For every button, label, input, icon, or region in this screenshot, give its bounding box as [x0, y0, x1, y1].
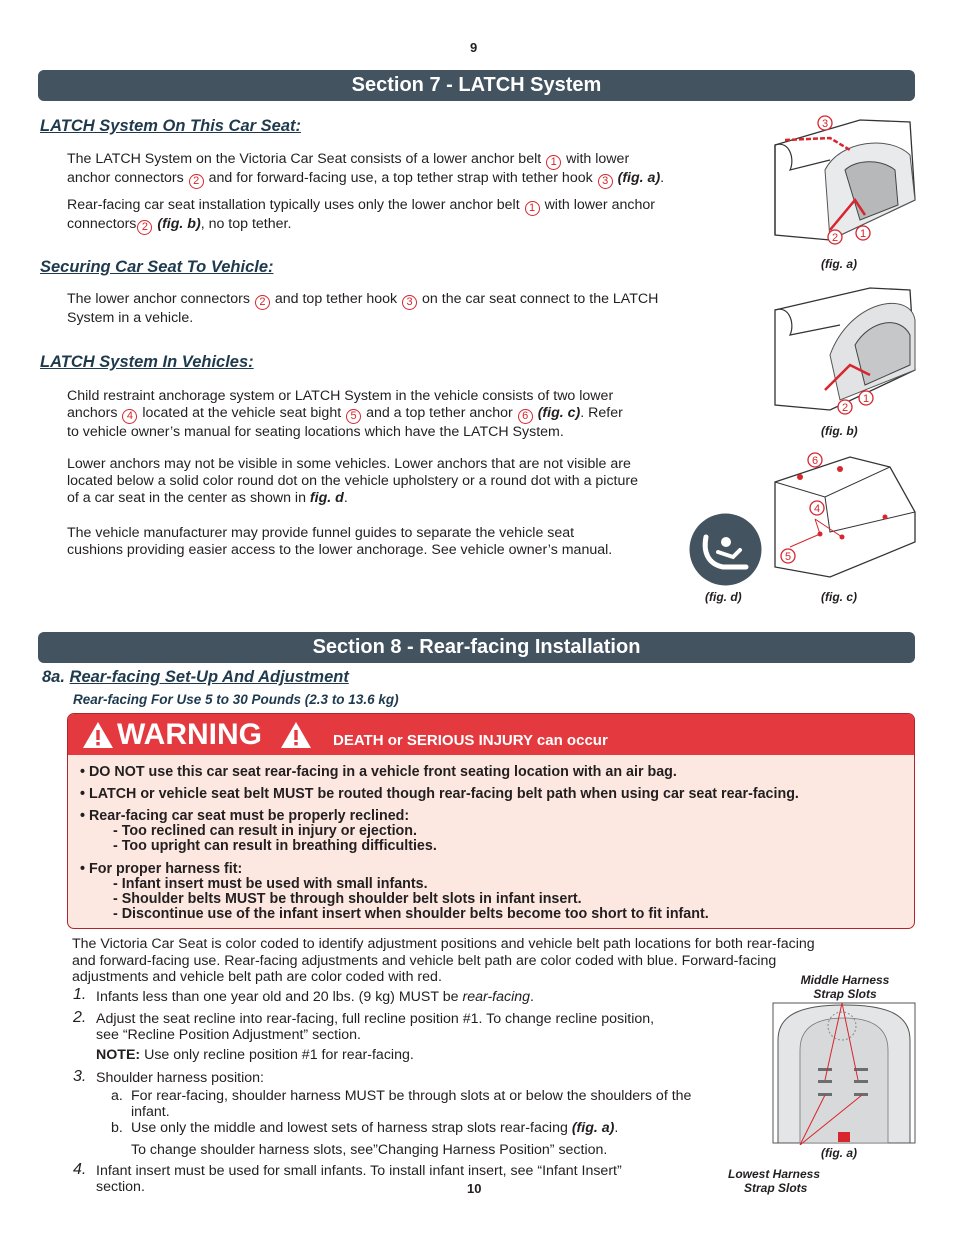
car-seat-dot-icon	[688, 512, 763, 587]
step-number: 2.	[73, 1009, 87, 1026]
note-text: NOTE: Use only recline position #1 for rear-facing.	[96, 1047, 414, 1063]
callout-4: 4	[813, 503, 821, 515]
subheading-8a: 8a. Rear-facing Set-Up And Adjustment	[42, 668, 349, 686]
callout-3: 3	[402, 295, 417, 310]
paragraph-latch-on-seat: The LATCH System on the Victoria Car Seat consists of a lower anchor belt 1 with lower anchor connectors 2 and for forward-facing use, a top tether strap with tether hook 3 (fig. a).	[67, 151, 665, 187]
callout-2: 2	[137, 220, 152, 235]
callout-6: 6	[811, 455, 819, 467]
figure-a-illustration	[770, 110, 920, 255]
warning-subitem: - Discontinue use of the infant insert when shoulder belts become too short to fit infant.	[113, 906, 709, 922]
weight-range: Rear-facing For Use 5 to 30 Pounds (2.3 to 13.6 kg)	[73, 692, 399, 707]
step-1-text: Infants less than one year old and 20 lbs. (9 kg) MUST be rear-facing.	[96, 989, 534, 1005]
figure-b-caption: (fig. b)	[821, 424, 858, 438]
figure-a-caption: (fig. a)	[821, 257, 857, 271]
warning-triangle-icon	[280, 721, 312, 749]
section-8-title: Section 8 - Rear-facing Installation	[38, 632, 915, 663]
warning-item: • Rear-facing car seat must be properly reclined:	[80, 808, 410, 824]
callout-5: 5	[784, 551, 792, 563]
step-3b-text: Use only the middle and lowest sets of harness strap slots rear-facing (fig. a).	[131, 1120, 619, 1136]
subheading-latch-in-vehicles: LATCH System In Vehicles:	[40, 353, 254, 371]
middle-harness-label: Middle Harness Strap Slots	[800, 973, 890, 1001]
step-number: 4.	[73, 1161, 87, 1178]
callout-3: 3	[821, 118, 829, 130]
paragraph-color-coded: The Victoria Car Seat is color coded to identify adjustment positions and vehicle belt path locations for both rear-facing and forward-facing use. Rear-facing adjustments and vehicle belt path are color coded with blue. Forward-facing adjustments and vehicle belt path are color coded with red.	[72, 936, 815, 985]
callout-6: 6	[518, 409, 533, 424]
step-number: 1.	[73, 986, 87, 1003]
warning-header	[68, 714, 914, 755]
figure-c-illustration	[770, 452, 920, 584]
warning-item: • DO NOT use this car seat rear-facing in a vehicle front seating location with an air bag.	[80, 764, 677, 780]
step-number: 3.	[73, 1068, 87, 1085]
harness-figure-caption: (fig. a)	[821, 1146, 857, 1160]
warning-box	[67, 713, 915, 929]
harness-slots-illustration	[770, 1000, 918, 1145]
section-7-title: Section 7 - LATCH System	[38, 70, 915, 101]
paragraph-funnel-guides: The vehicle manufacturer may provide funnel guides to separate the vehicle seat cushions providing easier access to the lower anchorage. See vehicle owner’s manual.	[67, 525, 613, 558]
warning-subitem: - Infant insert must be used with small infants.	[113, 876, 428, 892]
step-3b-label: b.	[111, 1120, 123, 1136]
paragraph-latch-in-vehicles: Child restraint anchorage system or LATCH System in the vehicle consists of two lower anchors 4 located at the vehicle seat bight 5 and a top tether anchor 6 (fig. c). Refer to vehicle owner’s manual for seating locations which have the LATCH System.	[67, 388, 623, 440]
callout-1: 1	[859, 228, 867, 240]
callout-2: 2	[831, 232, 839, 244]
page-number-top: 9	[470, 40, 478, 55]
callout-1: 1	[862, 393, 870, 405]
warning-title: WARNING	[117, 718, 262, 751]
step-3c-text: To change shoulder harness slots, see”Changing Harness Position” section.	[131, 1142, 608, 1158]
warning-subitem: - Too upright can result in breathing difficulties.	[113, 838, 437, 854]
callout-3: 3	[598, 174, 613, 189]
warning-subitem: - Too reclined can result in injury or ejection.	[113, 823, 417, 839]
figure-d-caption: (fig. d)	[705, 590, 742, 604]
callout-1: 1	[546, 155, 561, 170]
step-2-text: Adjust the seat recline into rear-facing, full recline position #1. To change recline position, see “Recline Position Adjustment” section.	[96, 1011, 655, 1043]
paragraph-securing-seat: The lower anchor connectors 2 and top tether hook 3 on the car seat connect to the LATCH System in a vehicle.	[67, 291, 659, 326]
callout-4: 4	[122, 409, 137, 424]
step-4-text: Infant insert must be used for small infants. To install infant insert, see “Infant Insert” section.	[96, 1163, 622, 1195]
warning-subtitle: DEATH or SERIOUS INJURY can occur	[333, 732, 608, 749]
warning-item: • LATCH or vehicle seat belt MUST be routed though rear-facing belt path when using car seat rear-facing.	[80, 786, 799, 802]
figure-b-illustration	[770, 280, 920, 418]
paragraph-lower-anchors: Lower anchors may not be visible in some vehicles. Lower anchors that are not visible are located below a solid color round dot on the vehicle upholstery or a round dot with a picture of a car seat in the center as shown in fig. d.	[67, 456, 638, 506]
lowest-harness-label: Lowest Harness Strap Slots	[728, 1167, 821, 1195]
step-3-text: Shoulder harness position:	[96, 1070, 264, 1086]
warning-triangle-icon	[82, 721, 114, 749]
warning-subitem: - Shoulder belts MUST be through shoulder belt slots in infant insert.	[113, 891, 582, 907]
paragraph-rear-facing-latch: Rear-facing car seat installation typically uses only the lower anchor belt 1 with lower anchor connectors 2 (fig. b), no top tether.	[67, 197, 655, 233]
callout-1: 1	[525, 201, 540, 216]
callout-2: 2	[841, 402, 849, 414]
step-3a-text: For rear-facing, shoulder harness MUST be through slots at or below the shoulders of the infant.	[131, 1088, 692, 1120]
callout-2: 2	[189, 174, 204, 189]
subheading-securing-seat: Securing Car Seat To Vehicle:	[40, 258, 274, 276]
page-number-bottom: 10	[467, 1181, 482, 1196]
callout-2: 2	[255, 295, 270, 310]
callout-5: 5	[346, 409, 361, 424]
subheading-latch-on-seat: LATCH System On This Car Seat:	[40, 117, 301, 135]
figure-c-caption: (fig. c)	[821, 590, 857, 604]
step-3a-label: a.	[111, 1088, 123, 1104]
warning-item: • For proper harness fit:	[80, 861, 243, 877]
